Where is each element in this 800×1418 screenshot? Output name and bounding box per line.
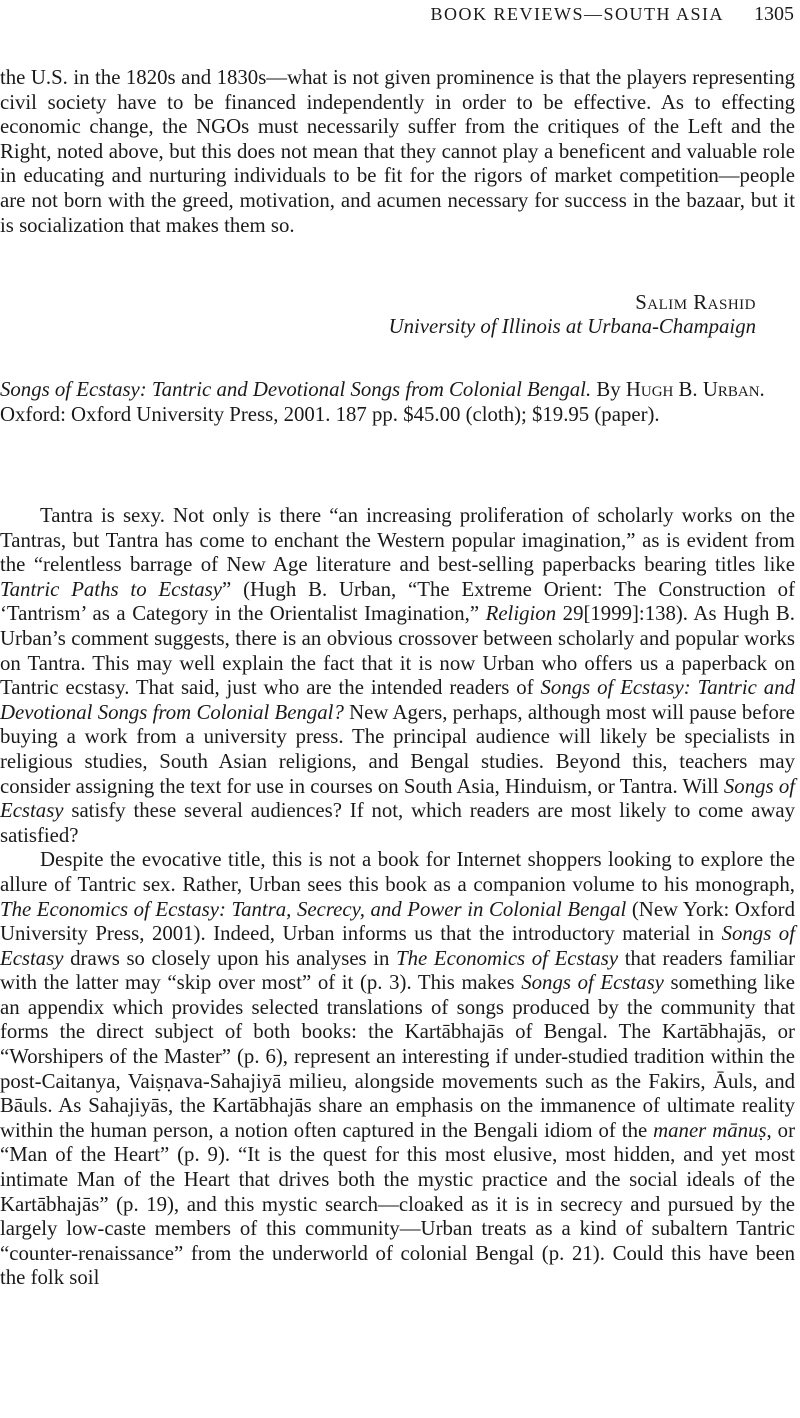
previous-review-closing bbox=[0, 66, 795, 238]
review-paragraph-2 bbox=[0, 848, 795, 1291]
running-head-title: BOOK REVIEWS—SOUTH ASIA bbox=[430, 3, 724, 24]
page-number: 1305 bbox=[754, 2, 794, 25]
italic-run: Tantric Paths to Ecstasy bbox=[0, 577, 222, 601]
review-body bbox=[0, 504, 795, 1291]
italic-run: Songs of Ecstasy bbox=[521, 971, 664, 995]
text-run: Despite the evocative title, this is not a book for Internet shoppers looking to explore the allure of Tantric sex. Rather, Urban sees this book as a companion volume to his monograph, bbox=[0, 848, 795, 896]
publication-details: Oxford: Oxford University Press, 2001. 187 pp. $45.00 (cloth); $19.95 (paper). bbox=[0, 402, 660, 426]
italic-run: The Economics of Ecstasy bbox=[396, 946, 619, 970]
text-run: satisfy these several audiences? If not, which readers are most likely to come away satisfied? bbox=[0, 799, 795, 847]
book-title: Songs of Ecstasy: Tantric and Devotional Songs from Colonial Bengal. bbox=[0, 378, 592, 401]
running-head bbox=[430, 0, 794, 28]
closing-paragraph: the U.S. in the 1820s and 1830s—what is not given prominence is that the players representing civil society have to be financed independently in order to be effective. As to effecting economic change, the NGOs must necessarily suffer from the critiques of the Left and the Right, noted above, but this does not mean that they cannot play a beneficent and valuable role in educating and nurturing individuals to be fit for the rigors of market competition—people are not born with the greed, motivation, and acumen necessary for success in the bazaar, but it is socialization that makes them so. bbox=[0, 66, 795, 237]
review-paragraph-1 bbox=[0, 504, 795, 848]
italic-run: Songs of Ecstasy bbox=[0, 922, 795, 970]
text-run: New Agers, perhaps, although most will pause before buying a work from a university press. The principal audience will likely be specialists in religious studies, South Asian religions, and Bengal studies. Beyond this, teachers may consider assigning the text for use in courses on South Asia, Hinduism, or Tantra. Will bbox=[0, 700, 795, 798]
citation-by: By bbox=[591, 378, 626, 401]
text-run: something like an appendix which provides selected translations of songs produced by the community that forms the direct subject of both books: the Kartābhajās of Bengal. The Kartābhajās, or “Worshipers of the Master” (p. 6), represent an interesting if under-studied tradition within the post-Caitanya, Vaiṣṇava-Sahajiyā milieu, alongside movements such as the Fakirs, Āuls, and Bāuls. As Sahajiyās, the Kartābhajās share an emphasis on the immanence of ultimate reality within the human person, a notion often captured in the Bengali idiom of the bbox=[0, 971, 795, 1142]
italic-run: Songs of Ecstasy: Tantric and Devotional Songs from Colonial Bengal? bbox=[0, 676, 795, 724]
text-run: Tantra is sexy. Not only is there “an increasing proliferation of scholarly works on the Tantras, but Tantra has come to enchant the Western popular imagination,” as is evident from the “relentless barrage of New Age literature and best-selling paperbacks bearing titles like bbox=[0, 504, 795, 577]
text-run: that readers familiar with the latter may “skip over most” of it (p. 3). This makes bbox=[0, 946, 796, 995]
italic-run: The Economics of Ecstasy: Tantra, Secrecy, and Power in Colonial Bengal bbox=[0, 897, 627, 921]
italic-run: maner mānuṣ bbox=[653, 1118, 767, 1142]
text-run: ” (Hugh B. Urban, “The Extreme Orient: The Construction of ‘Tantrism’ as a Category in the Orientalist Imagination,” bbox=[0, 577, 795, 626]
italic-run: Religion bbox=[485, 602, 557, 626]
book-author: Hugh B. Urban. bbox=[625, 378, 765, 401]
reviewer-institution: University of Illinois at Urbana-Champaign bbox=[388, 315, 756, 338]
text-run: 29[1999]:138). As Hugh B. Urban’s comment suggests, there is an obvious crossover between scholarly and popular works on Tantra. This may well explain the fact that it is now Urban who offers us a paperback on Tantric ecstasy. That said, just who are the intended readers of bbox=[0, 602, 795, 700]
text-run: (New York: Oxford University Press, 2001). Indeed, Urban informs us that the introductory material in bbox=[0, 897, 795, 946]
book-citation bbox=[0, 378, 770, 427]
text-run: draws so closely upon his analyses in bbox=[63, 946, 397, 970]
text-run: , or “Man of the Heart” (p. 9). “It is the quest for this most elusive, most hidden, and yet most intimate Man of the Heart that drives both the mystic practice and the social ideals of the Kartābhajās” (p. 19), and this mystic search—cloaked as it is in secrecy and pursued by the largely low-caste members of this community—Urban treats as a kind of subaltern Tantric “counter-renaissance” from the underworld of colonial Bengal (p. 21). Could this have been the folk soil bbox=[0, 1118, 795, 1290]
italic-run: Songs of Ecstasy bbox=[0, 774, 795, 823]
reviewer-name: Salim Rashid bbox=[635, 291, 756, 314]
